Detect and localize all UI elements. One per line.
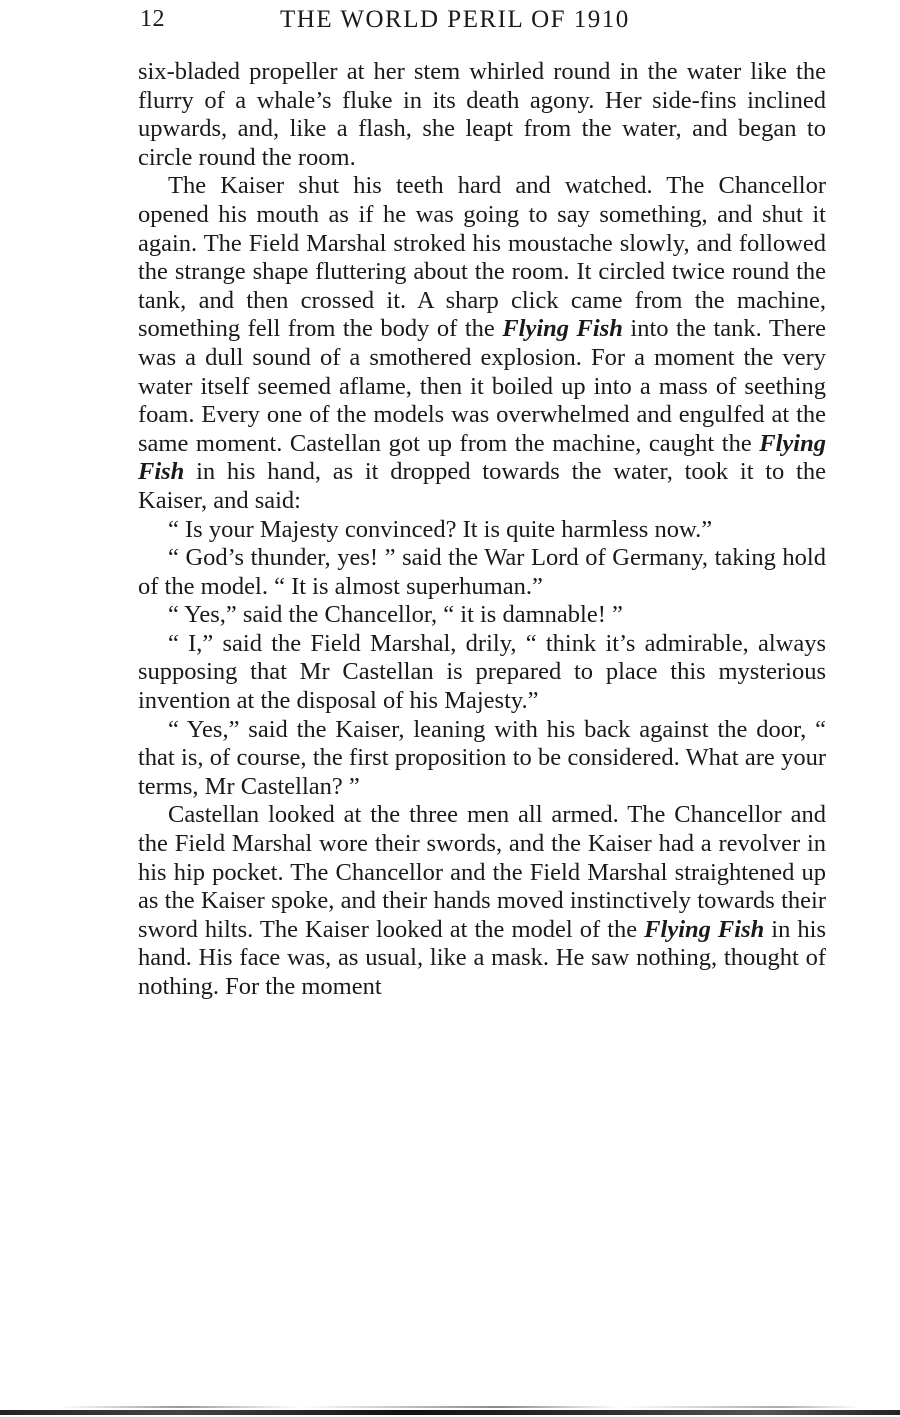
paragraph-text: “ Yes,” said the Kaiser, leaning with his back against the door, “ that is, of course, the first proposition to be considered. What are your terms, Mr Castellan? ”	[138, 715, 826, 800]
paragraph	[138, 630, 826, 716]
paragraph	[138, 801, 826, 1001]
paragraph	[138, 172, 826, 515]
paragraph-text: into the tank. There was a dull sound of a smothered explosion. For a moment the very water itself seemed aflame, then it boiled up into a mass of seething foam. Every one of the models was overwhelmed and engulfed at the same moment. Castellan got up from the machine, caught the	[138, 315, 827, 457]
paragraph-text: in his hand. His face was, as usual, like a mask. He saw nothing, thought of nothing. For the moment	[138, 915, 826, 1000]
paragraph-text: “ I,” said the Field Marshal, drily, “ think it’s admirable, always supposing that Mr Castellan is prepared to place this mysterious invention at the disposal of his Majesty.”	[138, 629, 826, 715]
paragraph-text: six-bladed propeller at her stem whirled round in the water like the flurry of a whale’s fluke in its death agony. Her side-fins inclined upwards, and, like a flash, she leapt from the water, and began to circle round the room.	[138, 58, 826, 171]
scan-artifact-line	[60, 1406, 860, 1408]
italic-title: Flying Fish	[644, 915, 765, 943]
italic-title: Flying Fish	[502, 315, 623, 343]
italic-title: Flying Fish	[138, 429, 826, 486]
paragraph-text: The Kaiser shut his teeth hard and watched. The Chancellor opened his mouth as if he was going to say something, and shut it again. The Field Marshal stroked his moustache slowly, and followed the strange shape fluttering about the room. It circled twice round the tank, and then crossed it. A sharp click came from the machine, something fell from the body of the	[138, 172, 826, 343]
paragraph-text: “ Yes,” said the Chancellor, “ it is damnable! ”	[168, 601, 623, 629]
paragraph	[138, 601, 826, 630]
scan-edge-rule	[0, 1403, 900, 1417]
page-number: 12	[140, 6, 165, 32]
paragraph-text: in his hand, as it dropped towards the water, took it to the Kaiser, and said:	[138, 458, 826, 514]
paragraph-text: “ Is your Majesty convinced? It is quite harmless now.”	[168, 515, 713, 543]
paragraph	[138, 58, 826, 172]
paragraph	[138, 716, 826, 802]
paragraph	[138, 516, 826, 545]
body-text	[138, 58, 826, 1002]
paragraph-text: “ God’s thunder, yes! ” said the War Lord of Germany, taking hold of the model. “ It is almost superhuman.”	[138, 544, 826, 600]
paragraph	[138, 544, 826, 601]
scan-edge-bar	[0, 1410, 900, 1415]
page-header	[140, 6, 830, 40]
running-title: THE WORLD PERIL OF 1910	[280, 6, 630, 33]
paragraph-text: Castellan looked at the three men all armed. The Chancellor and the Field Marshal wore their swords, and the Kaiser had a revolver in his hip pocket. The Chancellor and the Field Marshal straightened up as the Kaiser spoke, and their hands moved instinctively towards their sword hilts. The Kaiser looked at the model of the	[138, 801, 826, 943]
